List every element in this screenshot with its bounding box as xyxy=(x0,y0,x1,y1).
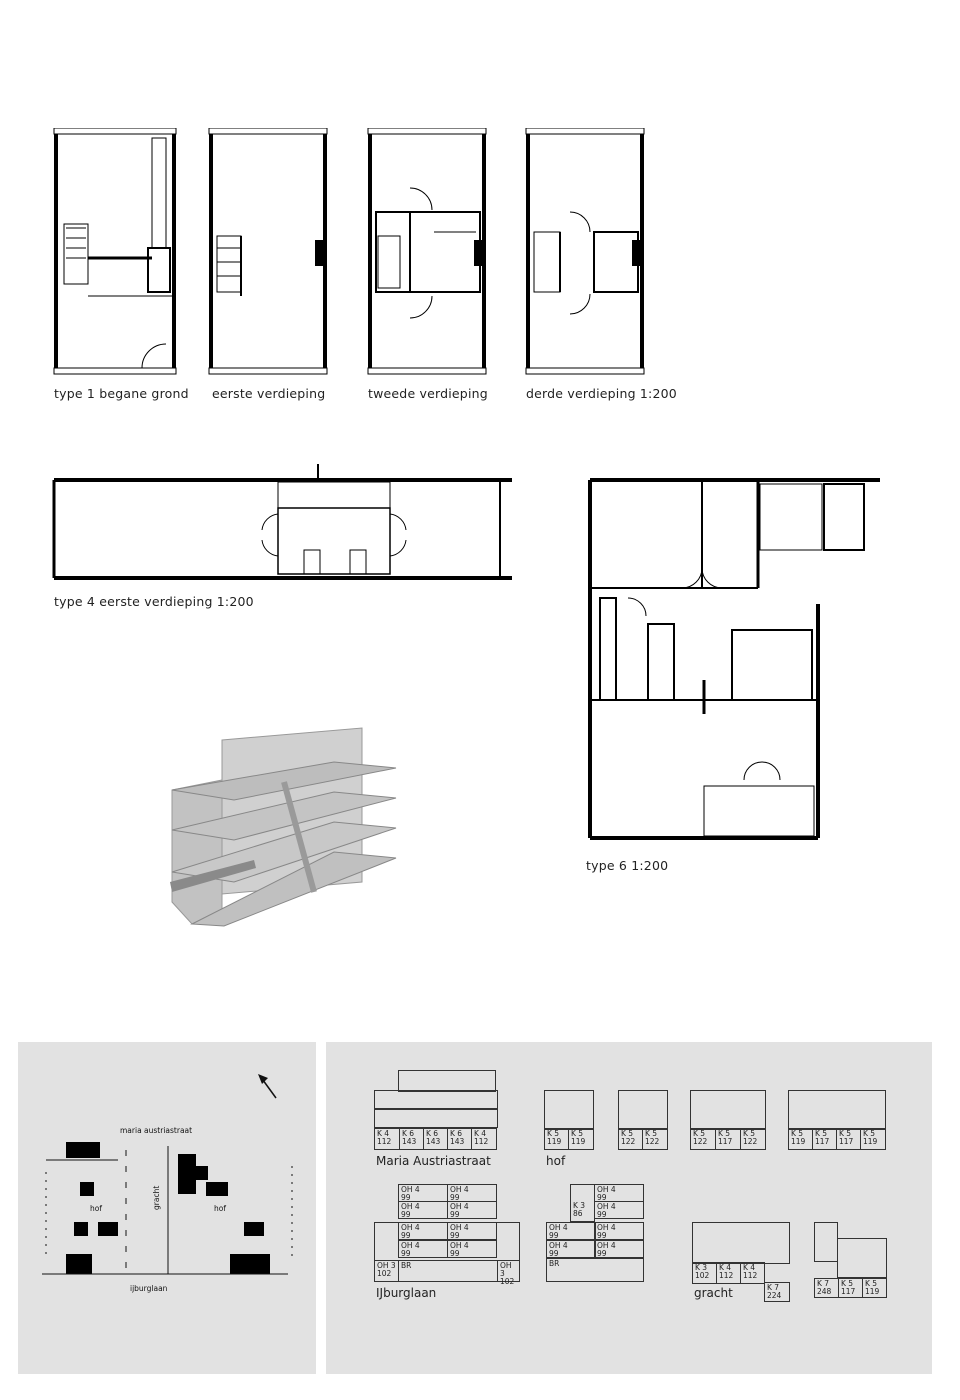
unit-code: K 5 xyxy=(743,1129,756,1138)
unit-code: K 6 xyxy=(450,1129,463,1138)
unit-cell xyxy=(740,1262,765,1284)
unit-area: 122 xyxy=(621,1137,636,1146)
unit-code: K 5 xyxy=(645,1129,658,1138)
unit-area: 112 xyxy=(743,1271,758,1280)
row-block xyxy=(374,1108,498,1128)
unit-area: 102 xyxy=(500,1277,515,1286)
unit-cell xyxy=(546,1240,596,1258)
unit-code: K 7 xyxy=(817,1279,830,1288)
unit-code: OH 4 xyxy=(549,1241,568,1250)
unit-code: K 5 xyxy=(718,1129,731,1138)
hof-upper xyxy=(544,1090,594,1130)
unit-code: OH 4 xyxy=(401,1202,420,1211)
unit-code: K 5 xyxy=(839,1129,852,1138)
unit-code: K 5 xyxy=(863,1129,876,1138)
unit-area: 99 xyxy=(401,1193,411,1202)
unit-area: 122 xyxy=(743,1137,758,1146)
unit-code: OH 4 xyxy=(401,1223,420,1232)
unit-area: 112 xyxy=(719,1271,734,1280)
unit-cell xyxy=(447,1240,497,1258)
unit-cell xyxy=(594,1184,644,1202)
label-ijburglaan: ijburglaan xyxy=(130,1284,168,1293)
unit-cell xyxy=(447,1222,497,1240)
unit-cell-br xyxy=(398,1260,498,1282)
plan-type6 xyxy=(584,474,884,844)
plan-first-floor xyxy=(207,128,331,376)
unit-cell xyxy=(860,1128,886,1150)
unit-area: 122 xyxy=(693,1137,708,1146)
label-maria-austriastraat-section: Maria Austriastraat xyxy=(376,1154,491,1168)
unit-cell xyxy=(814,1278,839,1298)
unit-code: OH 3 xyxy=(500,1261,512,1278)
caption-second-floor: tweede verdieping xyxy=(368,386,488,401)
unit-cell-br xyxy=(546,1258,644,1282)
row-block xyxy=(374,1090,498,1110)
label-maria-austriastraat: maria austriastraat xyxy=(120,1126,193,1135)
unit-code: OH 4 xyxy=(597,1241,616,1250)
unit-cell xyxy=(570,1184,595,1222)
unit-cell xyxy=(568,1128,594,1150)
unit-cell xyxy=(690,1128,716,1150)
label-gracht: gracht xyxy=(152,1185,161,1210)
unit-area: 119 xyxy=(791,1137,806,1146)
unit-code: K 4 xyxy=(474,1129,487,1138)
unit-cell xyxy=(398,1201,448,1219)
unit-code: K 5 xyxy=(547,1129,560,1138)
unit-cell xyxy=(447,1128,472,1150)
gracht-upper xyxy=(692,1222,790,1264)
unit-code: K 6 xyxy=(402,1129,415,1138)
unit-code: OH 4 xyxy=(549,1223,568,1232)
unit-cell xyxy=(715,1128,741,1150)
unit-code: K 5 xyxy=(571,1129,584,1138)
unit-area: 117 xyxy=(815,1137,830,1146)
unit-code: OH 4 xyxy=(597,1223,616,1232)
unit-area: 117 xyxy=(841,1287,856,1296)
unit-area: 143 xyxy=(450,1137,465,1146)
plan-third-floor xyxy=(524,128,648,376)
plan-second-floor xyxy=(366,128,490,376)
unit-area: 112 xyxy=(474,1137,489,1146)
unit-code: OH 4 xyxy=(597,1185,616,1194)
unit-area: 99 xyxy=(549,1231,559,1240)
caption-first-floor: eerste verdieping xyxy=(212,386,326,401)
hof-upper xyxy=(788,1090,886,1130)
unit-cell xyxy=(594,1201,644,1219)
unit-code: K 5 xyxy=(865,1279,878,1288)
unit-area: 102 xyxy=(377,1269,392,1278)
caption-third-floor: derde verdieping 1:200 xyxy=(526,386,677,401)
label-hof-left: hof xyxy=(90,1204,102,1213)
unit-area: 99 xyxy=(597,1210,607,1219)
caption-type1: type 1 begane grond xyxy=(54,386,189,401)
unit-area: 86 xyxy=(573,1209,583,1218)
unit-cell xyxy=(497,1260,520,1286)
unit-code: OH 4 xyxy=(401,1241,420,1250)
unit-area: 112 xyxy=(377,1137,392,1146)
unit-cell xyxy=(471,1128,497,1150)
unit-area: 99 xyxy=(401,1231,411,1240)
unit-area: 102 xyxy=(695,1271,710,1280)
plan-type4-first-floor xyxy=(50,460,520,586)
unit-area: 248 xyxy=(817,1287,832,1296)
unit-code: K 4 xyxy=(743,1263,756,1272)
hof-upper xyxy=(690,1090,766,1130)
unit-cell xyxy=(398,1222,448,1240)
unit-area: 99 xyxy=(597,1193,607,1202)
unit-cell xyxy=(692,1262,717,1284)
unit-area: 117 xyxy=(839,1137,854,1146)
unit-cell xyxy=(399,1128,424,1150)
label-gracht-section: gracht xyxy=(694,1286,733,1300)
unit-area: 119 xyxy=(547,1137,562,1146)
unit-cell xyxy=(642,1128,668,1150)
unit-area: 119 xyxy=(863,1137,878,1146)
axonometric-3d-model xyxy=(164,722,404,932)
hof-upper xyxy=(618,1090,668,1130)
unit-area: 143 xyxy=(402,1137,417,1146)
unit-cell xyxy=(594,1222,644,1240)
unit-area: 99 xyxy=(597,1231,607,1240)
site-plan-panel xyxy=(18,1042,316,1374)
unit-cell xyxy=(546,1222,596,1240)
unit-cell xyxy=(838,1278,863,1298)
unit-code: OH 4 xyxy=(450,1185,469,1194)
unit-cell xyxy=(594,1240,644,1258)
unit-code: K 5 xyxy=(815,1129,828,1138)
unit-code: OH 4 xyxy=(450,1202,469,1211)
unit-code: K 5 xyxy=(621,1129,634,1138)
unit-area: 224 xyxy=(767,1291,782,1300)
unit-code: BR xyxy=(401,1261,412,1270)
right-upper xyxy=(814,1222,838,1262)
unit-code: K 4 xyxy=(377,1129,390,1138)
unit-area: 119 xyxy=(571,1137,586,1146)
unit-cell xyxy=(398,1184,448,1202)
unit-code: K 3 xyxy=(573,1201,586,1210)
unit-area: 119 xyxy=(865,1287,880,1296)
unit-cell xyxy=(374,1128,400,1150)
unit-cell xyxy=(447,1184,497,1202)
unit-cell xyxy=(836,1128,861,1150)
label-hof-right: hof xyxy=(214,1204,226,1213)
unit-cell xyxy=(398,1240,448,1258)
caption-type6: type 6 1:200 xyxy=(586,858,669,873)
unit-code: K 7 xyxy=(767,1283,780,1292)
site-plan-map xyxy=(18,1042,316,1374)
unit-code: K 4 xyxy=(719,1263,732,1272)
unit-cell xyxy=(812,1128,837,1150)
caption-type4: type 4 eerste verdieping 1:200 xyxy=(54,594,254,609)
label-hof-section: hof xyxy=(546,1154,566,1168)
upper-block xyxy=(398,1070,496,1092)
unit-cell xyxy=(788,1128,813,1150)
unit-code: OH 4 xyxy=(597,1202,616,1211)
unit-area: 99 xyxy=(450,1249,460,1258)
unit-code: OH 4 xyxy=(450,1241,469,1250)
sections-panel xyxy=(326,1042,932,1374)
unit-cell xyxy=(862,1278,887,1298)
unit-code: OH 4 xyxy=(450,1223,469,1232)
unit-area: 99 xyxy=(549,1249,559,1258)
unit-cell xyxy=(423,1128,448,1150)
unit-cell xyxy=(544,1128,569,1150)
unit-cell xyxy=(618,1128,643,1150)
unit-area: 99 xyxy=(450,1231,460,1240)
unit-code: OH 3 xyxy=(377,1261,396,1270)
unit-area: 99 xyxy=(450,1193,460,1202)
right-upper xyxy=(837,1238,887,1278)
unit-cell xyxy=(447,1201,497,1219)
unit-cell xyxy=(764,1282,790,1302)
unit-area: 143 xyxy=(426,1137,441,1146)
unit-area: 99 xyxy=(401,1210,411,1219)
unit-code: K 3 xyxy=(695,1263,708,1272)
unit-area: 99 xyxy=(401,1249,411,1258)
unit-code: K 6 xyxy=(426,1129,439,1138)
unit-code: K 5 xyxy=(841,1279,854,1288)
unit-cell xyxy=(740,1128,766,1150)
plan-type1-ground-floor xyxy=(52,128,180,376)
unit-area: 122 xyxy=(645,1137,660,1146)
unit-cell xyxy=(716,1262,741,1284)
unit-code: BR xyxy=(549,1259,560,1268)
unit-area: 99 xyxy=(597,1249,607,1258)
unit-area: 99 xyxy=(450,1210,460,1219)
unit-code: K 5 xyxy=(693,1129,706,1138)
unit-code: K 5 xyxy=(791,1129,804,1138)
unit-area: 117 xyxy=(718,1137,733,1146)
unit-cell xyxy=(374,1260,399,1282)
label-ijburglaan-section: IJburglaan xyxy=(376,1286,437,1300)
unit-code: OH 4 xyxy=(401,1185,420,1194)
